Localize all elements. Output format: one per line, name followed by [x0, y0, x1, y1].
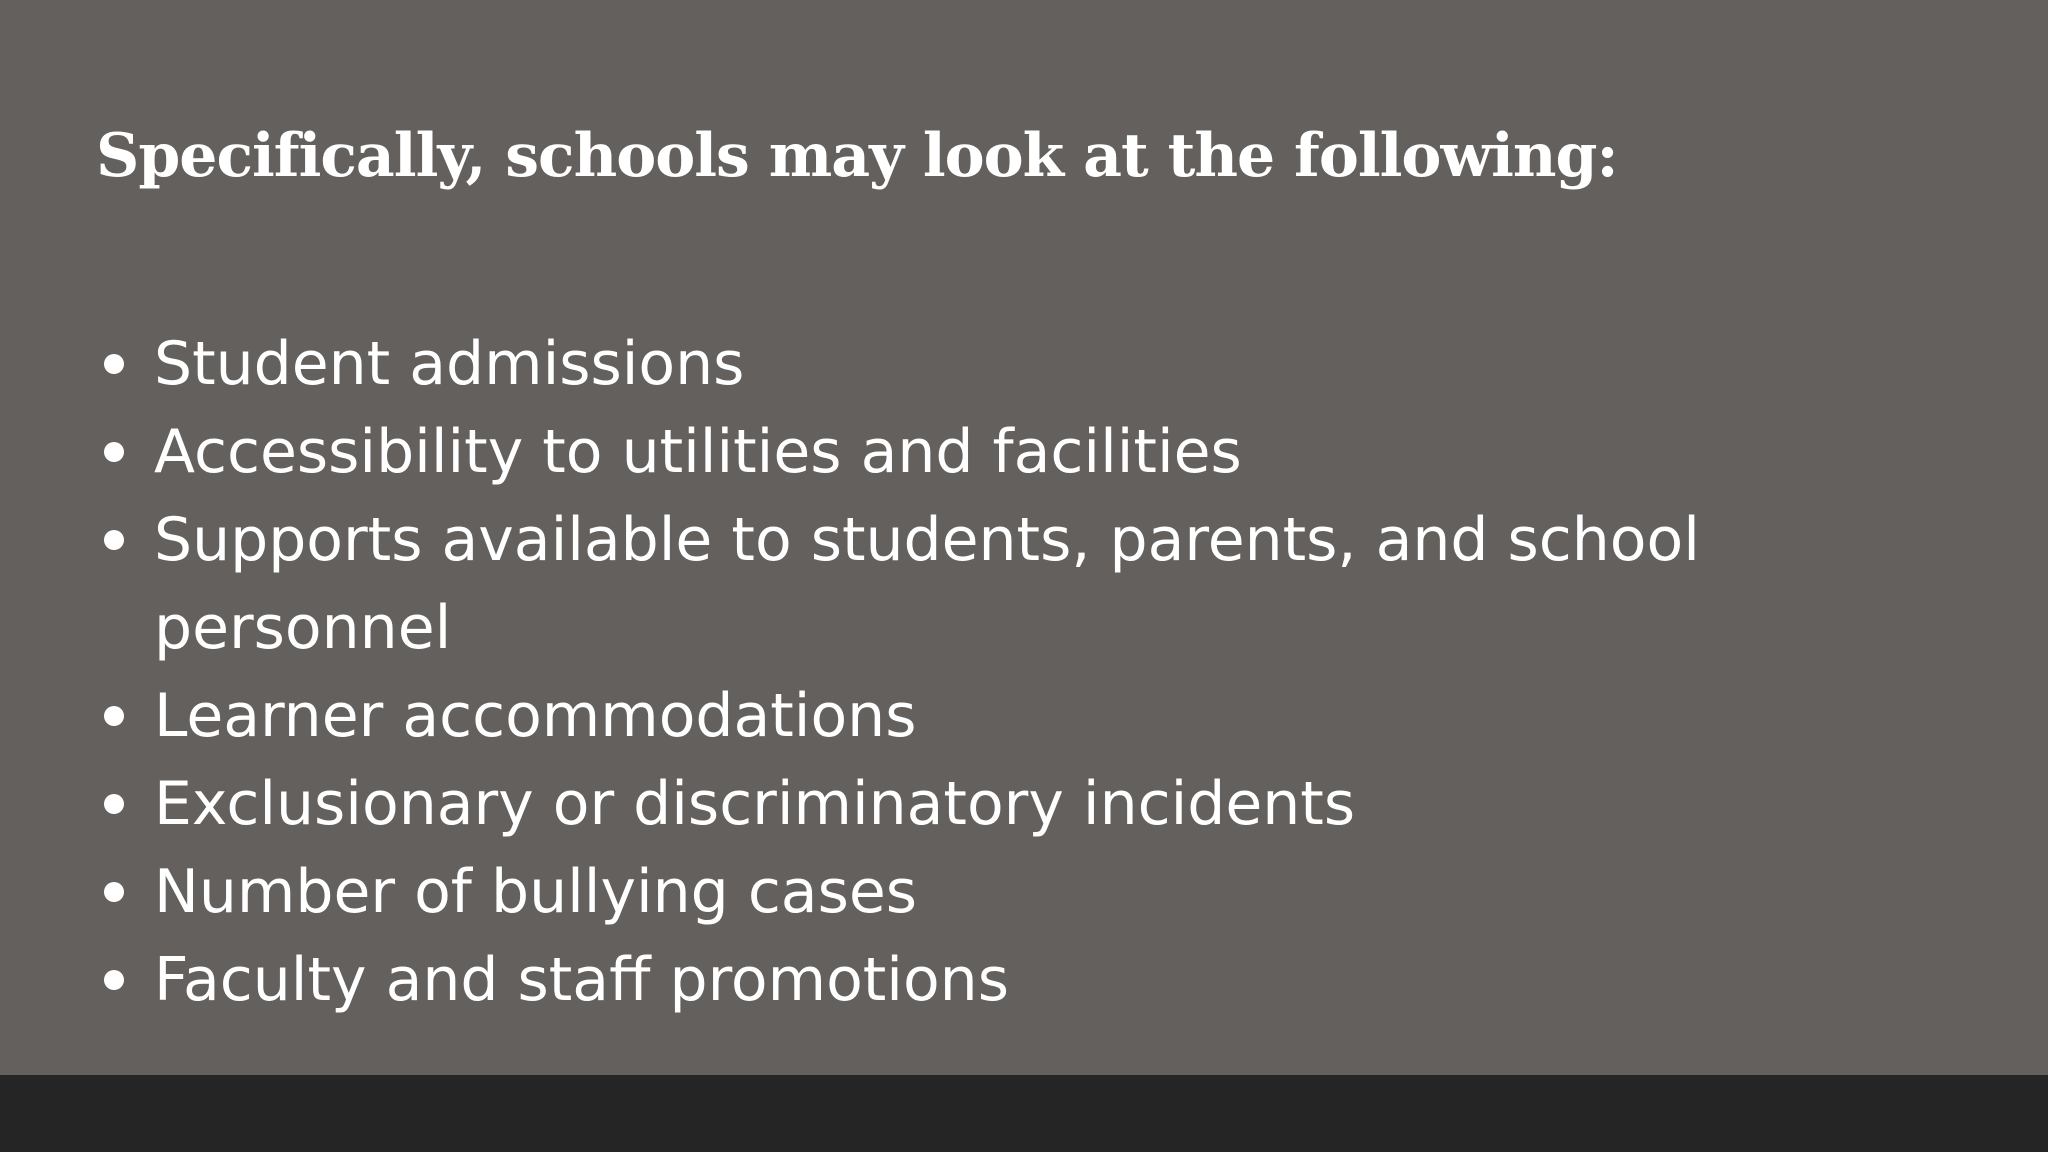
bullet-item: [96, 936, 1796, 1024]
bullet-list: [96, 320, 1796, 1024]
slide-title: Specifically, schools may look at the following:: [96, 121, 1618, 191]
bullet-text-line: Student admissions: [154, 329, 745, 399]
bullet-text-line: Faculty and staff promotions: [154, 945, 1009, 1015]
bullet-text: [154, 760, 1796, 848]
bullet-dot-icon: [104, 882, 124, 902]
footer-bar: [0, 1075, 2048, 1152]
bullet-text: [154, 848, 1796, 936]
bullet-item: [96, 408, 1796, 496]
bullet-text-line: Accessibility to utilities and facilities: [154, 417, 1242, 487]
bullet-dot-icon: [104, 970, 124, 990]
bullet-dot-icon: [104, 530, 124, 550]
bullet-text: [154, 496, 1796, 672]
bullet-dot-icon: [104, 354, 124, 374]
bullet-text: [154, 408, 1796, 496]
bullet-item: [96, 320, 1796, 408]
bullet-text-line: Supports available to students, parents, and school: [154, 505, 1700, 575]
bullet-text-line: Exclusionary or discriminatory incidents: [154, 769, 1356, 839]
bullet-dot-icon: [104, 794, 124, 814]
bullet-dot-icon: [104, 442, 124, 462]
bullet-text-line: Number of bullying cases: [154, 857, 918, 927]
bullet-text: [154, 936, 1796, 1024]
bullet-text: [154, 672, 1796, 760]
bullet-item: [96, 496, 1796, 672]
bullet-dot-icon: [104, 706, 124, 726]
bullet-item: [96, 672, 1796, 760]
bullet-text-line: Learner accommodations: [154, 681, 917, 751]
bullet-text-line: personnel: [154, 593, 452, 663]
bullet-item: [96, 760, 1796, 848]
bullet-item: [96, 848, 1796, 936]
bullet-text: [154, 320, 1796, 408]
